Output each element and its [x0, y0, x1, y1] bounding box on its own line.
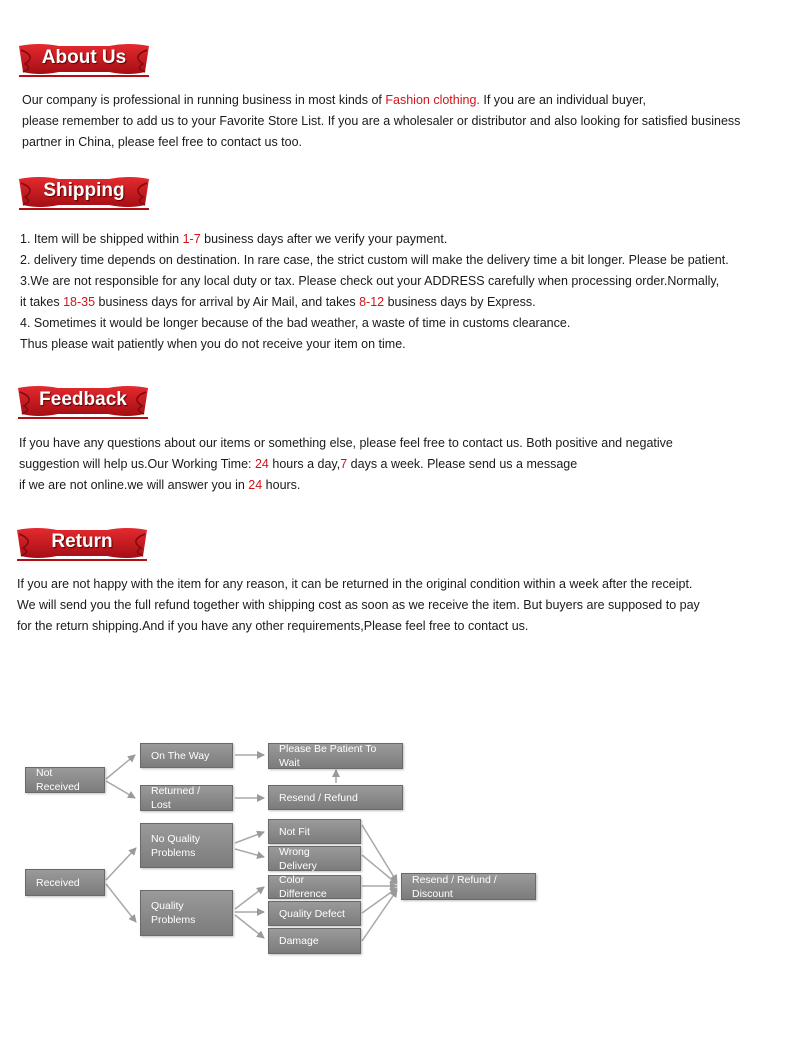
text-segment: Thus please wait patiently when you do not receive your item on time.: [20, 337, 406, 351]
text-segment: hours.: [262, 478, 301, 492]
node-no-quality-problems: [140, 823, 233, 868]
arrow-line: [362, 855, 397, 884]
text-segment: hours a day,: [268, 457, 341, 471]
arrow-line: [362, 890, 397, 941]
highlight-text: 1-7: [182, 232, 201, 246]
node-label: Not Received: [36, 767, 80, 793]
node-label: On The Way: [151, 749, 210, 762]
highlight-text: 24: [254, 457, 269, 471]
highlight-text: 8-12: [359, 295, 385, 309]
highlight-text: 18-35: [63, 295, 96, 309]
node-resend-refund: [268, 785, 403, 810]
highlight-text: 7: [340, 457, 348, 471]
arrow-line: [235, 849, 264, 857]
node-quality-defect: [268, 901, 361, 926]
text-segment: If you are an individual buyer,: [479, 93, 646, 107]
arrow-line: [106, 781, 135, 798]
arrow-line: [106, 884, 136, 922]
node-resend-refund-discount: [401, 873, 536, 900]
node-label: Please Be Patient To Wait: [279, 743, 377, 769]
node-not-received: [25, 767, 105, 793]
text-segment: 2. delivery time depends on destination. In rare case, the strict custom will make the delivery time a bit longer. Please be patient.: [20, 253, 729, 267]
node-quality-problems: [140, 890, 233, 936]
node-color-difference: [268, 875, 361, 899]
node-label: Color Difference: [279, 874, 327, 900]
node-label: Received: [36, 876, 80, 889]
node-label: Quality Problems: [151, 900, 196, 926]
arrow-line: [106, 755, 135, 779]
text-segment: 1. Item will be shipped within: [20, 232, 183, 246]
text-segment: If you have any questions about our items or something else, please feel free to contact us. Both positive and negative: [19, 436, 673, 450]
node-returned-lost: [140, 785, 233, 811]
node-received: [25, 869, 105, 896]
section-title: Return: [51, 531, 113, 552]
arrow-line: [106, 848, 136, 880]
text-segment: 4. Sometimes it would be longer because of the bad weather, a waste of time in customs clearance.: [20, 316, 571, 330]
arrow-line: [235, 832, 264, 843]
node-label: Damage: [279, 935, 319, 947]
section-title: About Us: [41, 47, 127, 68]
text-segment: it takes: [20, 295, 64, 309]
text-segment: days a week. Please send us a message: [347, 457, 578, 471]
arrow-line: [235, 915, 264, 938]
arrow-line: [362, 825, 397, 882]
text-segment: If you are not happy with the item for any reason, it can be returned in the original condition within a week after the receipt.: [17, 577, 693, 591]
text-segment: business days for arrival by Air Mail, and takes: [95, 295, 360, 309]
section-title: Feedback: [39, 389, 127, 410]
text-segment: partner in China, please feel free to contact us too.: [22, 135, 303, 149]
node-damage: [268, 928, 361, 954]
node-label: Resend / Refund / Discount: [412, 873, 497, 900]
node-label: Not Fit: [279, 825, 310, 838]
highlight-text: 24: [248, 478, 263, 492]
arrow-line: [362, 888, 397, 913]
node-label: No Quality Problems: [151, 832, 201, 859]
text-segment: please remember to add us to your Favorite Store List. If you are a wholesaler or distributor and also looking for satisfied business: [22, 114, 741, 128]
node-not-fit: [268, 819, 361, 844]
text-segment: for the return shipping.And if you have any other requirements,Please feel free to contact us.: [17, 619, 529, 633]
text-segment: 3.We are not responsible for any local duty or tax. Please check out your ADDRESS carefully when processing order.Normally,: [20, 274, 720, 288]
node-label: Wrong Delivery: [279, 845, 317, 872]
text-segment: if we are not online.we will answer you in: [19, 478, 249, 492]
node-on-the-way: [140, 743, 233, 768]
text-segment: suggestion will help us.Our Working Time:: [19, 457, 255, 471]
arrow-line: [235, 887, 264, 909]
node-please-be-patient: [268, 743, 403, 769]
text-segment: business days by Express.: [384, 295, 536, 309]
node-wrong-delivery: [268, 846, 361, 871]
text-segment: We will send you the full refund together with shipping cost as soon as we receive the item. But buyers are supposed to pay: [17, 598, 700, 612]
node-label: Quality Defect: [279, 907, 345, 920]
text-segment: Our company is professional in running business in most kinds of: [22, 93, 386, 107]
section-title: Shipping: [43, 180, 125, 201]
highlight-text: Fashion clothing.: [385, 93, 480, 107]
node-label: Resend / Refund: [279, 791, 358, 804]
node-label: Returned / Lost: [151, 785, 201, 811]
text-segment: business days after we verify your payment.: [200, 232, 448, 246]
